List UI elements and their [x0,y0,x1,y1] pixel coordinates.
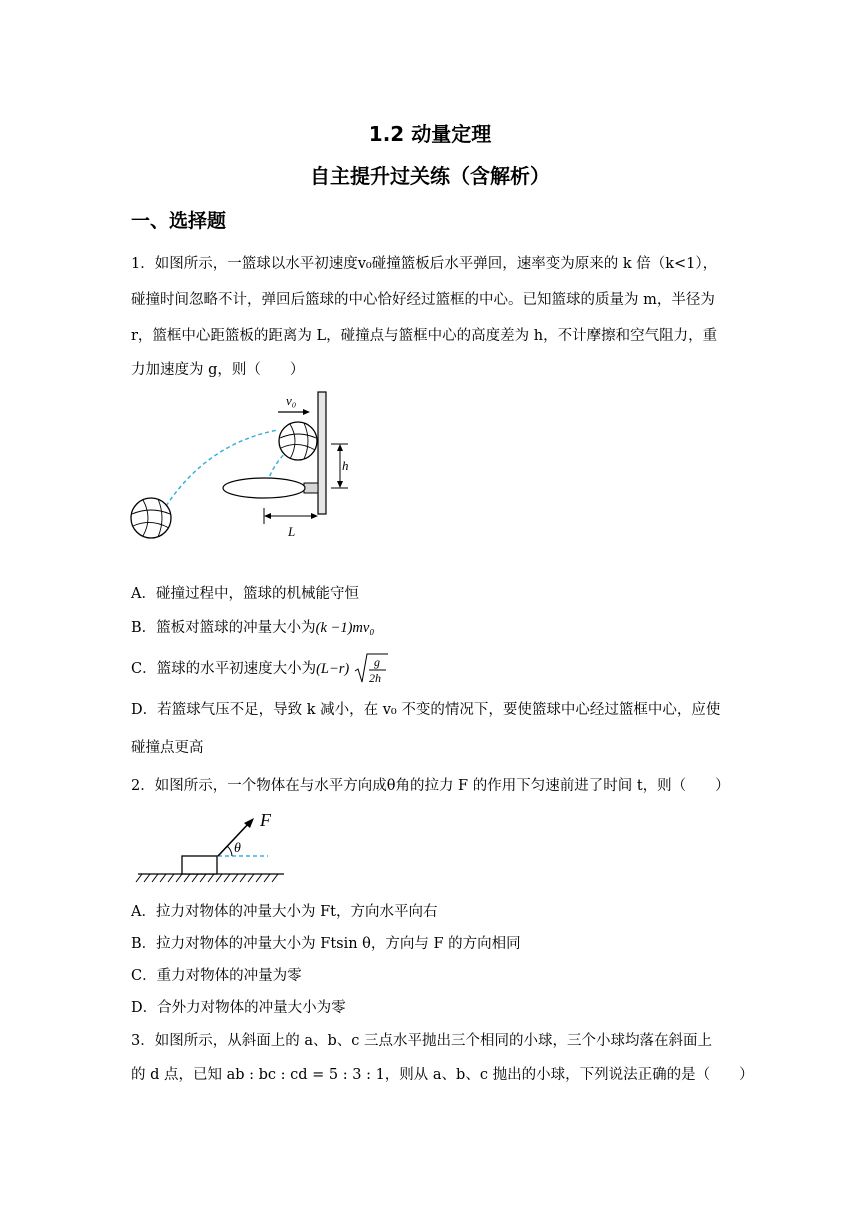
q2-line-1: 2．如图所示，一个物体在与水平方向成θ角的拉力 F 的作用下匀速前进了时间 t，则（ ） [131,778,730,794]
basketball-figure [128,388,348,548]
document-subtitle: 自主提升过关练（含解析） [310,164,550,188]
sqrt-fraction [354,652,388,686]
block [182,856,217,874]
section-heading: 一、选择题 [131,210,227,232]
block-force-figure [134,806,286,888]
q2-option-b: B．拉力对物体的冲量大小为 Ftsin θ，方向与 F 的方向相同 [131,936,521,952]
svg-text:2h: 2h [368,671,381,685]
q1-option-d-line-2: 碰撞点更高 [131,740,204,756]
hoop-bracket [304,483,318,493]
q1-option-a: A．碰撞过程中，篮球的机械能守恒 [131,586,359,602]
q1-line-2: 碰撞时间忽略不计，弹回后篮球的中心恰好经过篮框的中心。已知篮球的质量为 m，半径为 [131,292,715,308]
force-label: F [260,810,271,830]
q2-option-c: C．重力对物体的冲量为零 [131,968,302,984]
q2-option-a: A．拉力对物体的冲量大小为 Ft，方向水平向右 [131,904,438,920]
q1-line-3: r，篮框中心距篮板的距离为 L，碰撞点与篮框中心的高度差为 h，不计摩擦和空气阻力，重 [131,328,718,344]
q3-line-1: 3．如图所示，从斜面上的 a、b、c 三点水平抛出三个相同的小球，三个小球均落在斜面上 [131,1033,712,1049]
basketball-top [279,422,317,460]
q1-option-d-line-1: D．若篮球气压不足，导致 k 减小，在 v₀ 不变的情况下，要使篮球中心经过篮框中心，应使 [131,702,721,718]
h-label: h [342,458,348,473]
q2-option-d: D．合外力对物体的冲量大小为零 [131,1000,346,1016]
q3-line-2: 的 d 点，已知 ab : bc : cd = 5 : 3 : 1，则从 a、b、c 抛出的小球，下列说法正确的是（ ） [131,1067,754,1083]
backboard [318,392,326,514]
basketball-left [131,498,171,538]
q1-option-c: C．篮球的水平初速度大小为(L−r) g 2h [131,652,388,686]
v0-label: v₀ [286,393,297,408]
q1-line-4: 力加速度为 g，则（ ） [131,362,305,378]
q1-line-1: 1．如图所示，一篮球以水平初速度v₀碰撞篮板后水平弹回，速率变为原来的 k 倍（k<1）， [131,256,718,272]
L-label: L [288,524,296,539]
angle-arc [227,846,232,856]
svg-text:g: g [373,655,380,669]
q1-option-b: B．篮板对篮球的冲量大小为(k −1)mv₀ [131,620,375,636]
document-title: 1.2 动量定理 [368,122,492,146]
theta-label: θ [234,841,241,856]
hoop-rim [223,478,305,498]
